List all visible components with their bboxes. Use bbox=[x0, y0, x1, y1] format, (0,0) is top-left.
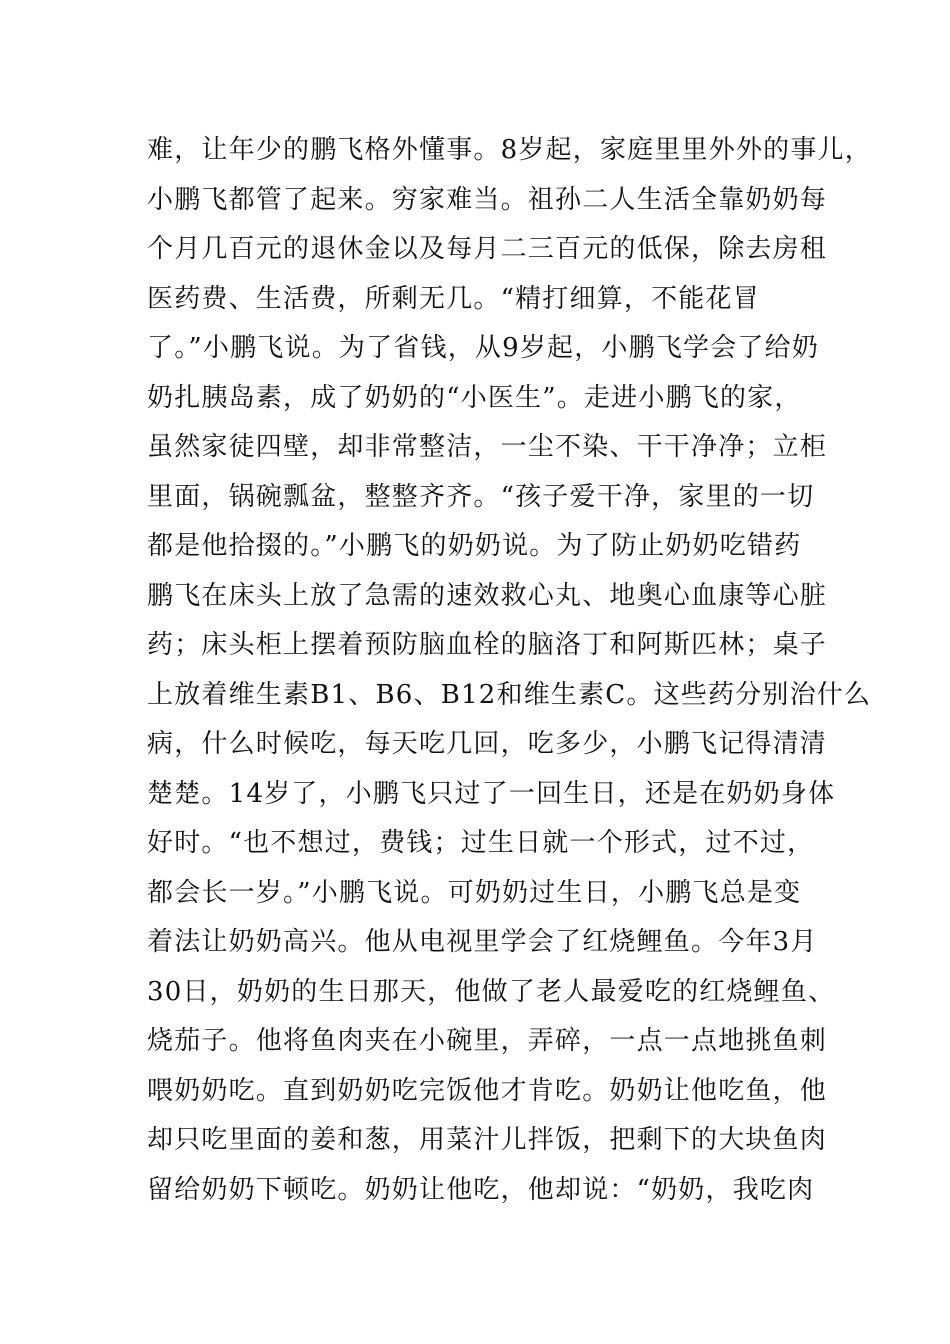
text-line: 个月几百元的退休金以及每月二三百元的低保，除去房租 bbox=[147, 234, 828, 264]
text-line: 难，让年少的鹏飞格外懂事。8岁起，家庭里里外外的事儿， bbox=[147, 135, 872, 165]
text-line: 30日，奶奶的生日那天，他做了老人最爱吃的红烧鲤鱼、 bbox=[147, 976, 836, 1007]
text-line: 小鹏飞都管了起来。穷家难当。祖孙二人生活全靠奶奶每 bbox=[147, 184, 828, 215]
body-text bbox=[147, 126, 872, 1215]
text-line: 病，什么时候吃，每天吃几回，吃多少，小鹏飞记得清清 bbox=[147, 729, 828, 759]
text-line: 却只吃里面的姜和葱，用菜汁儿拌饭，把剩下的大块鱼肉 bbox=[147, 1125, 828, 1155]
text-line: 奶扎胰岛素，成了奶奶的“小医生”。走进小鹏飞的家， bbox=[147, 382, 802, 413]
text-line: 着法让奶奶高兴。他从电视里学会了红烧鲤鱼。今年3月 bbox=[147, 927, 818, 957]
text-line: 喂奶奶吃。直到奶奶吃完饭他才肯吃。奶奶让他吃鱼，他 bbox=[147, 1075, 828, 1106]
text-line: 上放着维生素B1、B6、B12和维生素C。这些药分别治什么 bbox=[147, 679, 872, 710]
text-line: 好时。“也不想过，费钱；过生日就一个形式，过不过， bbox=[147, 828, 815, 858]
text-line: 虽然家徒四壁，却非常整洁，一尘不染、干干净净；立柜 bbox=[147, 432, 828, 462]
text-line: 医药费、生活费，所剩无几。“精打细算，不能花冒 bbox=[147, 283, 760, 314]
text-line: 都会长一岁。”小鹏飞说。可奶奶过生日，小鹏飞总是变 bbox=[147, 877, 802, 908]
text-line: 里面，锅碗瓢盆，整整齐齐。“孩子爱干净，家里的一切 bbox=[147, 481, 815, 512]
text-line: 药；床头柜上摆着预防脑血栓的脑洛丁和阿斯匹林；桌子 bbox=[147, 630, 828, 660]
text-line: 楚楚。14岁了，小鹏飞只过了一回生日，还是在奶奶身体 bbox=[147, 778, 836, 809]
text-line: 鹏飞在床头上放了急需的速效救心丸、地奥心血康等心脏 bbox=[147, 580, 828, 611]
text-line: 烧茄子。他将鱼肉夹在小碗里，弄碎，一点一点地挑鱼刺 bbox=[147, 1026, 828, 1056]
text-line: 了。”小鹏飞说。为了省钱，从9岁起，小鹏飞学会了给奶 bbox=[147, 333, 820, 363]
text-line: 留给奶奶下顿吃。奶奶让他吃，他却说：“奶奶，我吃肉 bbox=[147, 1174, 815, 1205]
text-line: 都是他拾掇的。”小鹏飞的奶奶说。为了防止奶奶吃错药 bbox=[147, 531, 802, 561]
